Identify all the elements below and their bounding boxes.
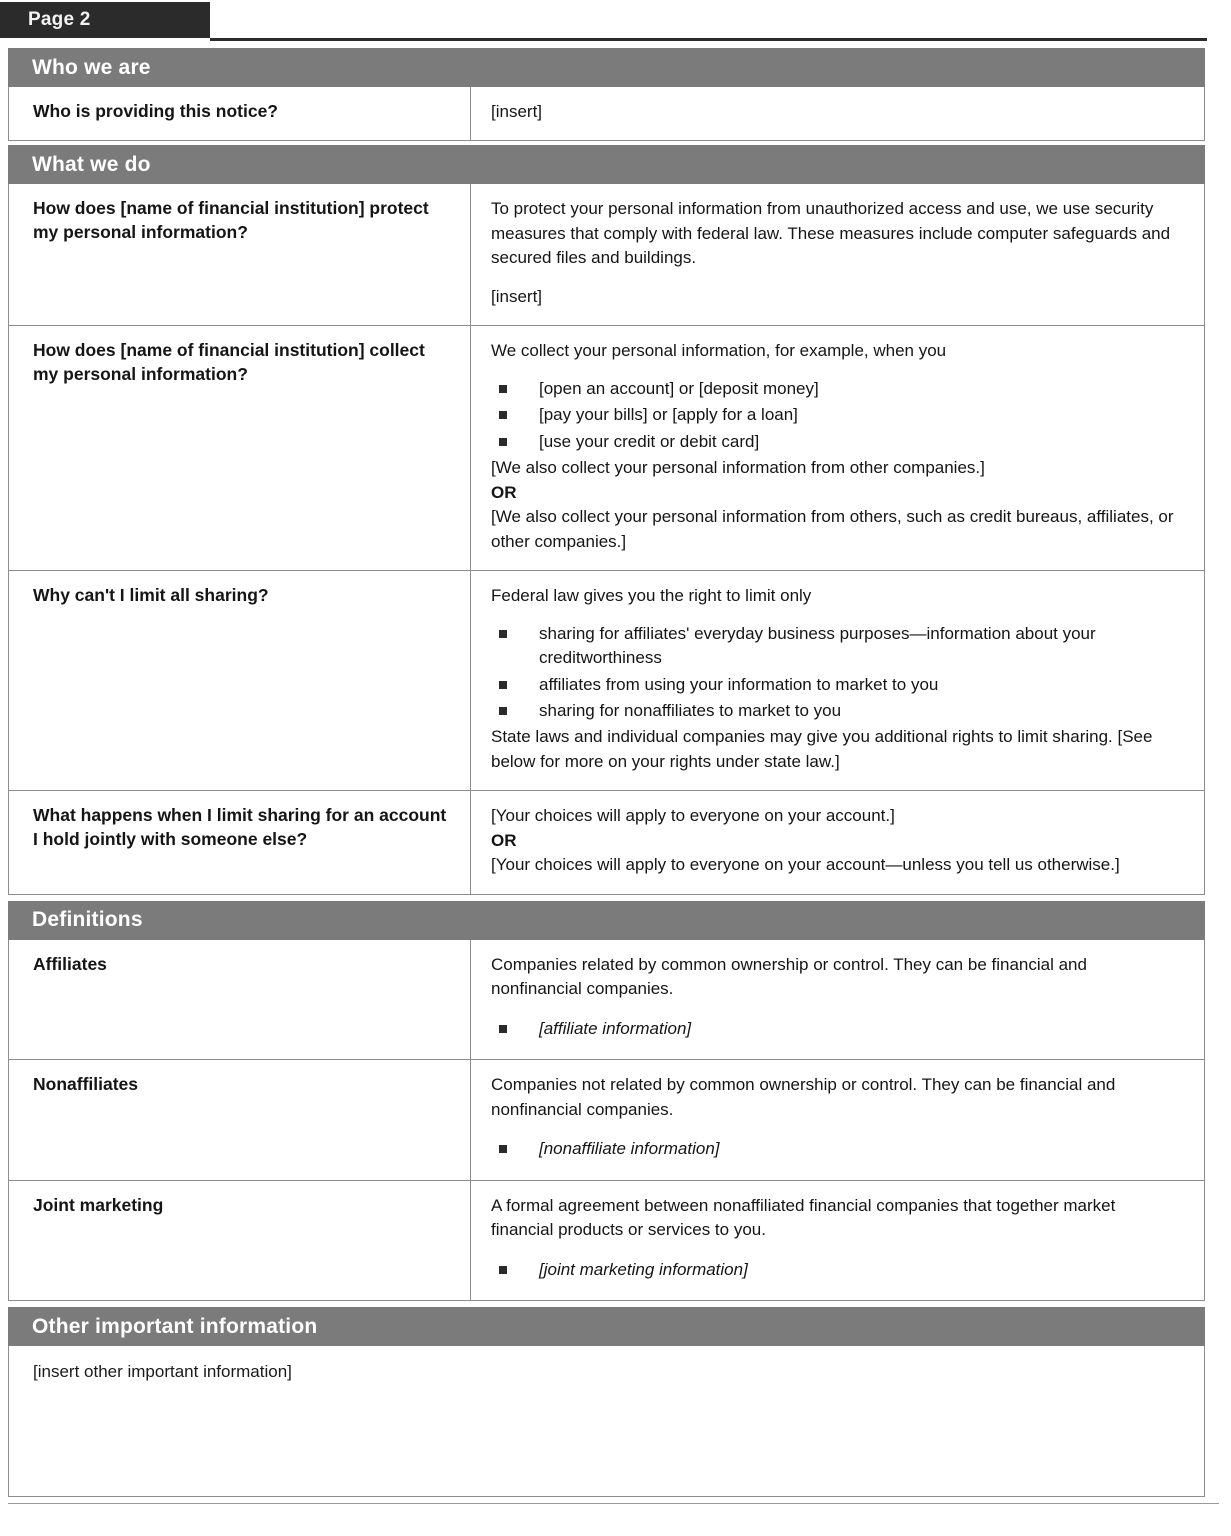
list-item: [pay your bills] or [apply for a loan] (491, 403, 1180, 427)
table-row (9, 87, 1204, 140)
definition-text: Companies not related by common ownership or control. They can be financial and nonfinancial companies. (491, 1075, 1116, 1119)
term-cell: Nonaffiliates (9, 1060, 471, 1179)
list-item: sharing for nonaffiliates to market to you (491, 699, 1180, 723)
answer-insert-placeholder: [insert] (491, 286, 543, 306)
definition-cell (471, 1060, 1204, 1179)
definition-text: Companies related by common ownership or control. They can be financial and nonfinancial companies. (491, 954, 1087, 999)
list-item: [affiliate information] (491, 1017, 1180, 1041)
other-information-body: [insert other important information] (33, 1362, 292, 1381)
bullet-list (491, 622, 1180, 724)
alternative-text-one: [Your choices will apply to everyone on your account.] (491, 806, 895, 826)
table-row (9, 791, 1204, 893)
section-header-label: Definitions (32, 908, 143, 932)
what-we-do-block (8, 184, 1205, 894)
alternative-text-one: [We also collect your personal information from other companies.] (491, 458, 985, 478)
definition-cell (471, 1181, 1204, 1300)
answer-lead-text: We collect your personal information, for example, when you (491, 341, 947, 361)
table-row (9, 1060, 1204, 1180)
list-item: [use your credit or debit card] (491, 430, 1180, 454)
table-row (9, 326, 1204, 571)
answer-paragraph: To protect your personal information from unauthorized access and use, we use security measures that comply with federal law. These measures include computer safeguards and secured files and buildings. (491, 199, 1171, 268)
privacy-notice-table (8, 48, 1205, 1497)
definitions-block (8, 940, 1205, 1301)
answer-cell (471, 87, 1204, 140)
question-cell: How does [name of financial institution] collect my personal information? (9, 326, 471, 570)
table-row (9, 571, 1204, 791)
section-header-label: Who we are (32, 55, 151, 79)
answer-closing-text: State laws and individual companies may give you additional rights to limit sharing. [See below for more on your rights under state law.] (491, 727, 1153, 771)
answer-cell (471, 791, 1204, 893)
footer-rule (8, 1503, 1219, 1504)
section-header-label: Other important information (32, 1314, 318, 1338)
answer-lead-text: Federal law gives you the right to limit only (491, 586, 812, 606)
term-cell: Joint marketing (9, 1181, 471, 1300)
question-cell: What happens when I limit sharing for an account I hold jointly with someone else? (9, 791, 471, 893)
question-cell: How does [name of financial institution] protect my personal information? (9, 184, 471, 325)
page-tab (0, 2, 210, 38)
list-item: [joint marketing information] (491, 1258, 1180, 1282)
section-header-who-we-are (8, 48, 1205, 87)
list-item: [open an account] or [deposit money] (491, 377, 1180, 401)
alternative-text-two: [Your choices will apply to everyone on your account—unless you tell us otherwise.] (491, 855, 1120, 875)
bullet-list (491, 1017, 1180, 1041)
alternative-text-two: [We also collect your personal information from others, such as credit bureaus, affiliates, or other companies.] (491, 507, 1174, 551)
or-separator: OR (491, 482, 517, 502)
definition-cell (471, 940, 1204, 1059)
bullet-list (491, 1258, 1180, 1282)
list-item: [nonaffiliate information] (491, 1137, 1180, 1161)
section-header-label: What we do (32, 152, 151, 176)
question-cell: Why can't I limit all sharing? (9, 571, 471, 790)
table-row (9, 1181, 1204, 1300)
bullet-list (491, 1137, 1180, 1161)
answer-cell (471, 184, 1204, 325)
section-header-what-we-do (8, 145, 1205, 184)
header-rule (210, 38, 1207, 41)
or-separator: OR (491, 830, 517, 850)
other-important-information-block (8, 1346, 1205, 1497)
definition-text: A formal agreement between nonaffiliated financial companies that together market financial products or services to you. (491, 1195, 1116, 1240)
section-header-other-important-information (8, 1307, 1205, 1346)
who-we-are-block (8, 87, 1205, 141)
table-row (9, 184, 1204, 326)
term-cell: Affiliates (9, 940, 471, 1059)
question-cell: Who is providing this notice? (9, 87, 471, 140)
answer-cell (471, 571, 1204, 790)
answer-text: [insert] (491, 102, 543, 121)
section-header-definitions (8, 901, 1205, 940)
page-number-label: Page 2 (28, 9, 91, 30)
list-item: affiliates from using your information to market to you (491, 673, 1180, 697)
list-item: sharing for affiliates' everyday business purposes—information about your creditworthiness (491, 622, 1180, 671)
answer-cell (471, 326, 1204, 570)
bullet-list (491, 377, 1180, 454)
table-row (9, 940, 1204, 1060)
